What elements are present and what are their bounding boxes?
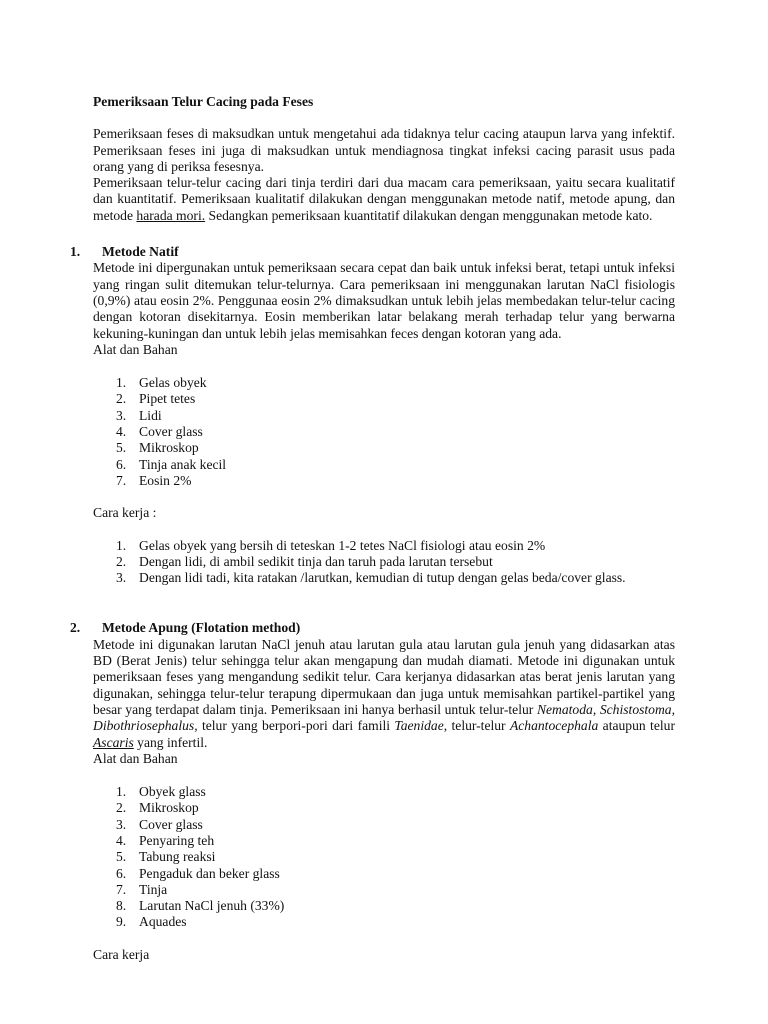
section-1-number: 1. [70,244,81,260]
section-1-materials-list [93,375,675,489]
species-nematoda: Nematoda, Schistostoma, Dibothriosephalus, [93,701,675,734]
list-item: 1. Gelas obyek [116,375,207,391]
list-item: 6. Pengaduk dan beker glass [116,865,280,881]
list-item: 3. Dengan lidi tadi, kita ratakan /larutkan, kemudian di tutup dengan gelas beda/cover glass. [116,570,626,586]
list-item: 6. Tinja anak kecil [116,456,227,472]
intro-paragraph-2 [93,175,675,224]
section-2-materials-label: Alat dan Bahan [93,750,178,766]
list-item: 3. Lidi [116,407,162,423]
intro-text-b: Sedangkan pemeriksaan kuantitatif dilakukan dengan menggunakan metode kato. [205,207,653,223]
section-2-number: 2. [70,620,81,636]
list-item: 3. Cover glass [116,816,203,832]
intro-paragraph-1: Pemeriksaan feses di maksudkan untuk mengetahui ada tidaknya telur cacing ataupun larva yang infektif. Pemeriksaan feses ini juga di maksudkan untuk mendiagnosa tingkat infeksi cacing parasit usus pada orang yang di periksa fesesnya. [93,126,675,174]
harada-mori-link: harada mori. [136,207,206,223]
section-1-heading [70,244,675,260]
list-item: 2. Mikroskop [116,800,199,816]
list-item: 2. Pipet tetes [116,391,196,407]
list-item: 1. Obyek glass [116,784,206,800]
species-ascaris: Ascaris [93,734,134,750]
section-1-materials-label: Alat dan Bahan [93,341,178,357]
section-2-body: Metode ini digunakan larutan NaCl jenuh atau larutan gula atau larutan gula jenuh yang didasarkan atas BD (Berat Jenis) telur sehingga telur akan mengapung dan mudah diamati. Metode ini digunakan untuk pemeriksaan feses yang mengandung sedikit telur. Cara kerjanya didasarkan atas berat jenis larutan yang digunakan, sehingga telur-telur terapung dipermukaan dan juga untuk memisahkan partikel-partikel yang besar yang terdapat dalam tinja. Pemeriksaan ini hanya berhasil untuk telur-telur Nematoda, Schistostoma, Dibothriosephalus, telur yang berpori-pori dari famili Taenidae, telur-telur Achantocephala ataupun telur Ascaris yang infertil. [93,636,675,750]
list-item: 4. Cover glass [116,424,203,440]
list-item: 7. Tinja [116,881,168,897]
section-1-body: Metode ini dipergunakan untuk pemeriksaan secara cepat dan baik untuk infeksi berat, tetapi untuk infeksi yang ringan sulit ditemukan telur-telurnya. Cara pemeriksaan ini menggunakan larutan NaCl fisiologis (0,9%) atau eosin 2%. Penggunaa eosin 2% dimaksudkan untuk lebih jelas membedakan telur-telur cacing dengan kotoran disekitarnya. Eosin memberikan latar belakang merah terhadap telur yang berwarna kekuning-kuningan dan untuk lebih jelas memisahkan feces dengan kotoran yang ada. [93,260,675,341]
list-item: 7. Eosin 2% [116,472,192,488]
section-2-heading [70,620,675,636]
species-achantocephala: Achantocephala [509,718,599,734]
section-1-steps-label: Cara kerja : [93,505,157,521]
section-2-title: Metode Apung (Flotation method) [102,620,301,636]
species-taenidae: Taenidae [394,718,444,734]
section-2-steps-label: Cara kerja [93,946,150,962]
list-item: 4. Penyaring teh [116,832,215,848]
list-item: 5. Mikroskop [116,440,199,456]
list-item: 1. Gelas obyek yang bersih di teteskan 1-2 tetes NaCl fisiologi atau eosin 2% [116,537,546,553]
section-1-title: Metode Natif [102,244,179,260]
list-item: 8. Larutan NaCl jenuh (33%) [116,898,285,914]
intro-text-a: Pemeriksaan telur-telur cacing dari tinja terdiri dari dua macam cara pemeriksaan, yaitu secara kualitatif dan kuantitatif. Pemeriksaan kualitatif dilakukan dengan menggunakan metode natif, metode apung, dan metode [93,175,675,223]
section-1-steps-list [93,538,675,587]
list-item: 2. Dengan lidi, di ambil sedikit tinja dan taruh pada larutan tersebut [116,553,493,569]
list-item: 5. Tabung reaksi [116,849,216,865]
document-title: Pemeriksaan Telur Cacing pada Feses [93,94,314,109]
list-item: 9. Aquades [116,914,187,930]
section-2-materials-list [93,784,675,931]
document-content [70,94,675,963]
